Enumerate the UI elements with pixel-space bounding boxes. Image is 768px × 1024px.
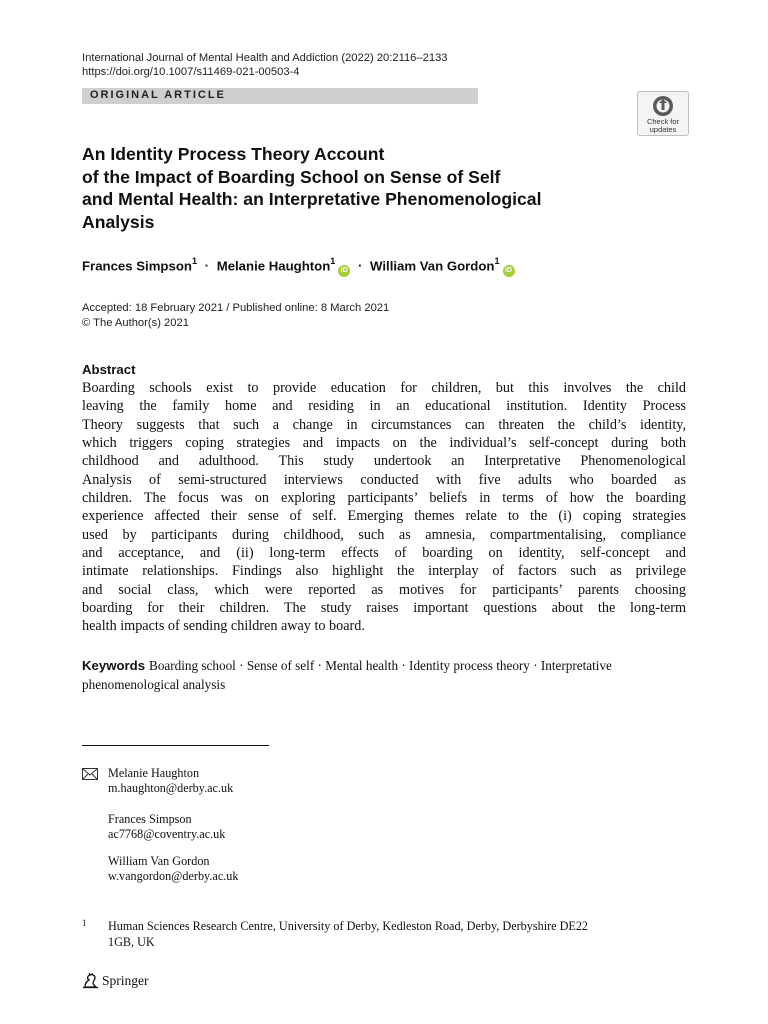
keywords-section — [82, 656, 686, 694]
corresponding-author-contact — [108, 766, 233, 796]
check-for-updates-badge[interactable] — [637, 91, 689, 136]
abstract-line: used by participants during childhood, such as amnesia, compartmentalising, compliance — [82, 526, 686, 543]
envelope-icon — [82, 768, 98, 780]
author-separator: · — [357, 258, 363, 274]
affiliation-ref: 1 — [494, 256, 500, 266]
author-name[interactable]: Melanie Haughton — [216, 258, 331, 274]
publication-dates: Accepted: 18 February 2021 / Published online: 8 March 2021 — [82, 302, 390, 314]
footnote-divider — [82, 745, 269, 746]
title-line: Analysis — [82, 211, 155, 232]
abstract-body — [82, 379, 686, 636]
contact-name: Frances Simpson — [108, 812, 192, 826]
author-name[interactable]: Frances Simpson — [82, 258, 192, 274]
author-contact — [108, 812, 225, 842]
title-line: and Mental Health: an Interpretative Phenomenological — [82, 189, 542, 209]
abstract-line: which triggers coping strategies and impacts on the individual’s self-concept during both — [82, 435, 686, 452]
check-for-updates-icon — [650, 95, 676, 119]
affiliation-ref: 1 — [330, 256, 336, 266]
springer-horse-icon — [82, 972, 99, 989]
title-line: An Identity Process Theory Account — [82, 144, 385, 164]
abstract-line: Theory suggests that such a change in circumstances can threaten the child’s identity, — [82, 416, 686, 433]
author-separator: · — [204, 258, 210, 274]
contact-name: William Van Gordon — [108, 854, 210, 868]
affiliation-ref: 1 — [191, 256, 197, 266]
abstract-line: and social class, which were reported as motives for participants’ parents choosing — [82, 581, 686, 598]
abstract-line: and acceptance, and (ii) long-term effects of boarding on identity, self-concept and — [82, 545, 686, 562]
doi-link[interactable]: https://doi.org/10.1007/s11469-021-00503-4 — [82, 66, 300, 78]
author-name[interactable]: William Van Gordon — [370, 258, 495, 274]
abstract-heading: Abstract — [82, 362, 136, 377]
author-contact — [108, 854, 238, 884]
abstract-line: childhood and adulthood. This study undertook an Interpretative Phenomenological — [82, 453, 686, 470]
abstract-line: intimate relationships. Findings also highlight the interplay of factors such as privilege — [82, 563, 686, 580]
abstract-line: children. The focus was on exploring participants’ beliefs in terms of how the boarding — [82, 490, 686, 507]
keywords-list: Boarding school · Sense of self · Mental health · Identity process theory · Interpretative — [149, 658, 612, 673]
keywords-list-continued: phenomenological analysis — [82, 677, 226, 692]
contact-email[interactable]: m.haughton@derby.ac.uk — [108, 781, 234, 795]
paper-title — [82, 143, 642, 233]
article-type-bar — [82, 88, 478, 104]
copyright-notice: © The Author(s) 2021 — [82, 317, 189, 329]
author-list — [82, 257, 515, 277]
journal-citation: International Journal of Mental Health and Addiction (2022) 20:2116–2133 — [82, 52, 448, 64]
article-type-label: ORIGINAL ARTICLE — [90, 89, 226, 101]
check-for-updates-text: Check for updates — [646, 117, 680, 134]
abstract-line: experience affected their sense of self. Emerging themes relate to the (i) coping strategies — [82, 508, 686, 525]
contact-email[interactable]: w.vangordon@derby.ac.uk — [108, 869, 239, 883]
abstract-line: Analysis of semi-structured interviews conducted with five adults who boarded as — [82, 471, 686, 488]
contact-email[interactable]: ac7768@coventry.ac.uk — [108, 827, 226, 841]
orcid-icon[interactable]: iD — [338, 265, 350, 277]
publisher-logo-text: Springer — [102, 973, 149, 988]
orcid-icon[interactable]: iD — [503, 265, 515, 277]
abstract-line: health impacts of sending children away to board. — [82, 618, 365, 635]
affiliation-text: Human Sciences Research Centre, University of Derby, Kedleston Road, Derby, Derbyshire DE22 1GB, UK — [108, 919, 589, 949]
contact-name: Melanie Haughton — [108, 766, 200, 780]
abstract-line: boarding for their children. The study raises important questions about the long-term — [82, 600, 686, 617]
affiliation-number: 1 — [82, 918, 87, 928]
abstract-line: leaving the family home and residing in an educational institution. Identity Process — [82, 398, 686, 415]
title-line: of the Impact of Boarding School on Sense of Self — [82, 166, 501, 187]
keywords-label: Keywords — [82, 658, 146, 673]
abstract-line: Boarding schools exist to provide education for children, but this involves the child — [82, 380, 686, 396]
